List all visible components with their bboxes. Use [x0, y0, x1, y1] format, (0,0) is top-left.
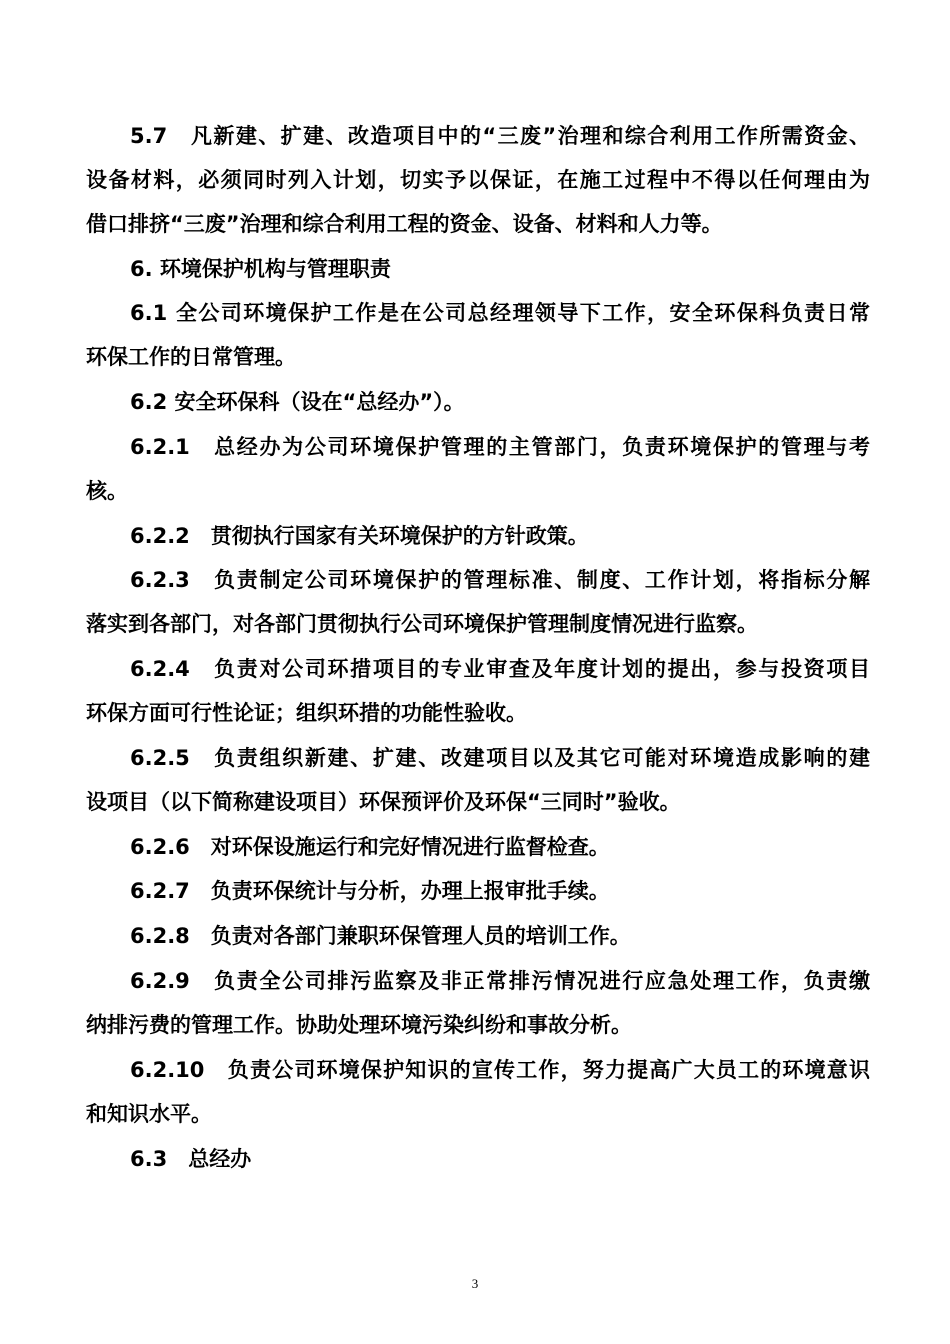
text-line: 6.2.10 负责公司环境保护知识的宣传工作，努力提高广大员工的环境意识	[130, 1058, 870, 1082]
paragraph-6-2-7	[86, 869, 870, 913]
section-heading: 6.3 总经办	[130, 1147, 252, 1171]
section-heading: 6. 环境保护机构与管理职责	[130, 257, 391, 281]
text-line: 6.1 全公司环境保护工作是在公司总经理领导下工作，安全环保科负责日常	[130, 301, 870, 325]
text-line: 5.7 凡新建、扩建、改造项目中的“三废”治理和综合利用工作所需资金、	[130, 124, 870, 148]
text-line: 6.2.1 总经办为公司环境保护管理的主管部门，负责环境保护的管理与考	[130, 435, 870, 459]
paragraph-6-2-10	[86, 1048, 870, 1136]
paragraph-6-2-8	[86, 914, 870, 958]
paragraph-6-2-4	[86, 647, 870, 735]
text-line: 借口排挤“三废”治理和综合利用工程的资金、设备、材料和人力等。	[86, 212, 723, 236]
text-line: 6.2.5 负责组织新建、扩建、改建项目以及其它可能对环境造成影响的建	[130, 746, 870, 770]
text-line: 核。	[86, 479, 128, 503]
text-line: 6.2.7 负责环保统计与分析，办理上报审批手续。	[130, 879, 610, 903]
paragraph-6-2-1	[86, 425, 870, 513]
text-line: 纳排污费的管理工作。协助处理环境污染纠纷和事故分析。	[86, 1013, 632, 1037]
text-line: 设备材料，必须同时列入计划，切实予以保证，在施工过程中不得以任何理由为	[86, 168, 870, 192]
text-line: 6.2.2 贯彻执行国家有关环境保护的方针政策。	[130, 524, 589, 548]
heading-6-3	[86, 1137, 870, 1181]
text-line: 环保方面可行性论证；组织环措的功能性验收。	[86, 701, 527, 725]
paragraph-6-2-9	[86, 959, 870, 1047]
text-line: 6.2.6 对环保设施运行和完好情况进行监督检查。	[130, 835, 610, 859]
paragraph-6-2-2	[86, 514, 870, 558]
text-line: 落实到各部门，对各部门贯彻执行公司环境保护管理制度情况进行监察。	[86, 612, 758, 636]
paragraph-6-2-6	[86, 825, 870, 869]
paragraph-6-2-3	[86, 558, 870, 646]
paragraph-6-2-5	[86, 736, 870, 824]
text-line: 6.2.8 负责对各部门兼职环保管理人员的培训工作。	[130, 924, 631, 948]
text-line: 6.2.3 负责制定公司环境保护的管理标准、制度、工作计划，将指标分解	[130, 568, 870, 592]
text-line: 设项目（以下简称建设项目）环保预评价及环保“三同时”验收。	[86, 790, 681, 814]
text-line: 和知识水平。	[86, 1102, 212, 1126]
heading-6	[86, 247, 870, 291]
text-line: 6.2.4 负责对公司环措项目的专业审查及年度计划的提出，参与投资项目	[130, 657, 870, 681]
paragraph-6-1	[86, 291, 870, 379]
page-number: 3	[471, 1276, 479, 1291]
text-line: 6.2.9 负责全公司排污监察及非正常排污情况进行应急处理工作，负责缴	[130, 969, 870, 993]
paragraph-6-2	[86, 380, 870, 424]
paragraph-5-7	[86, 114, 870, 246]
text-line: 6.2 安全环保科（设在“总经办”）。	[130, 390, 465, 414]
text-line: 环保工作的日常管理。	[86, 345, 296, 369]
